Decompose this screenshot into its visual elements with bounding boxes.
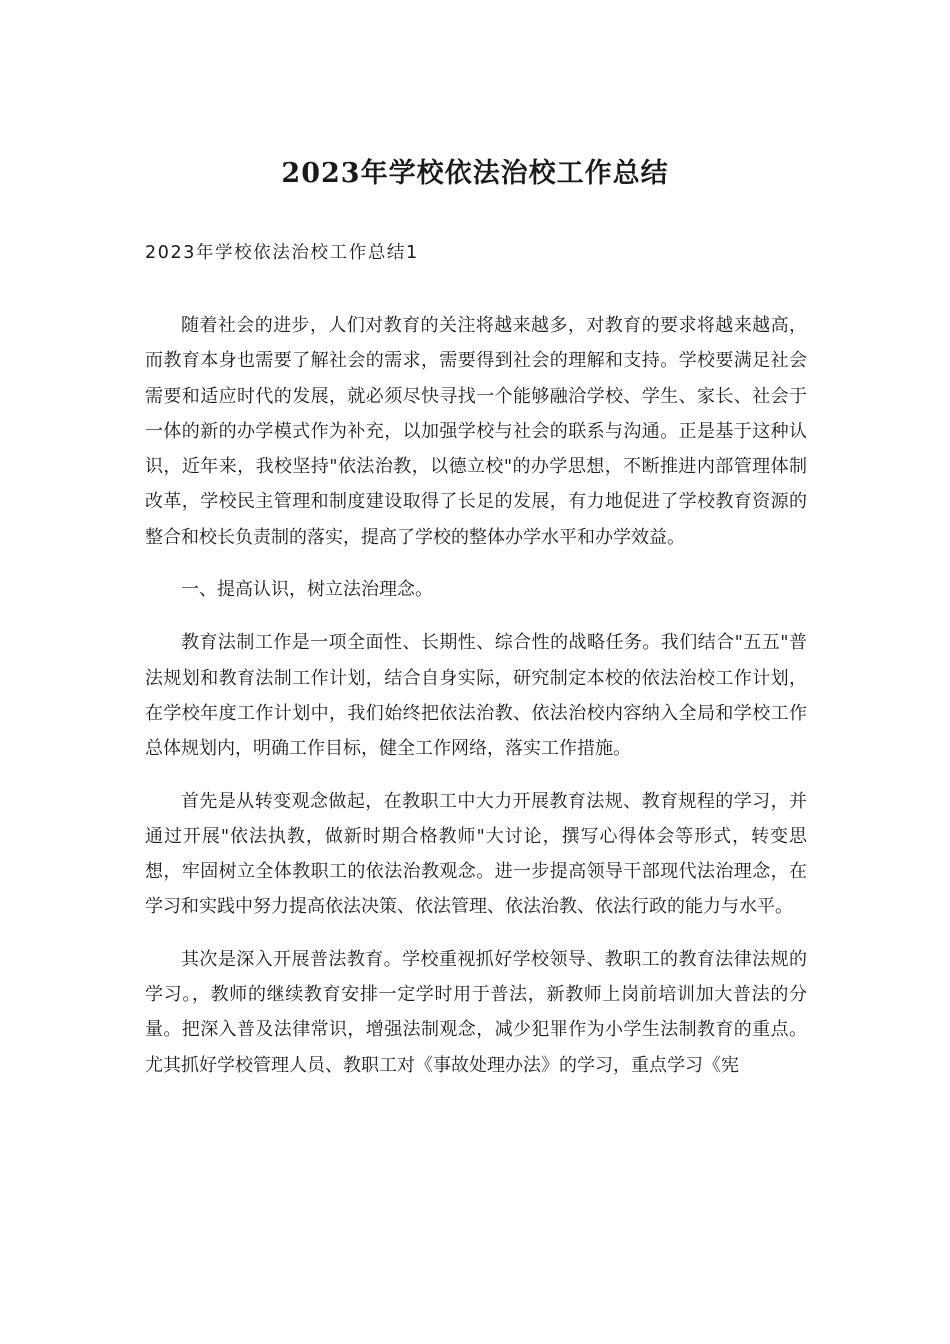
paragraph-second: 其次是深入开展普法教育。学校重视抓好学校领导、教职工的教育法律法规的学习。，教师的继续教育安排一定学时用于普法，新教师上岗前培训加大普法的分量。把深入普及法律常识，增强法制观念，减少犯罪作为小学生法制教育的重点。尤其抓好学校管理人员、教职工对《事故处理办法》的学习，重点学习《宪 [145, 948, 807, 1076]
document-title: 2023年学校依法治校工作总结 [281, 158, 669, 190]
paragraph-heading-one: 一、提高认识，树立法治理念。 [181, 579, 433, 601]
paragraph-legal-work: 教育法制工作是一项全面性、长期性、综合性的战略任务。我们结合"五五"普法规划和教育法制工作计划，结合自身实际，研究制定本校的依法治校工作计划，在学校年度工作计划中，我们始终把依法治教、依法治校内容纳入全局和学校工作总体规划内，明确工作目标，健全工作网络，落实工作措施。 [145, 632, 807, 760]
document-body [145, 308, 807, 1100]
paragraph-intro: 随着社会的进步，人们对教育的关注将越来越多，对教育的要求将越来越高，而教育本身也需要了解社会的需求，需要得到社会的理解和支持。学校要满足社会需要和适应时代的发展，就必须尽快寻找一个能够融洽学校、学生、家长、社会于一体的新的办学模式作为补充，以加强学校与社会的联系与沟通。正是基于这种认识，近年来，我校坚持"依法治教，以德立校"的办学思想，不断推进内部管理体制改革，学校民主管理和制度建设取得了长足的发展，有力地促进了学校教育资源的整合和校长负责制的落实，提高了学校的整体办学水平和办学效益。 [145, 315, 807, 548]
paragraph-first: 首先是从转变观念做起，在教职工中大力开展教育法规、教育规程的学习，并通过开展"依法执教，做新时期合格教师"大讨论，撰写心得体会等形式，转变思想，牢固树立全体教职工的依法治教观念。进一步提高领导干部现代法治理念，在学习和实践中努力提高依法决策、依法管理、依法治教、依法行政的能力与水平。 [145, 790, 807, 918]
section-heading: 2023年学校依法治校工作总结1 [145, 243, 419, 263]
